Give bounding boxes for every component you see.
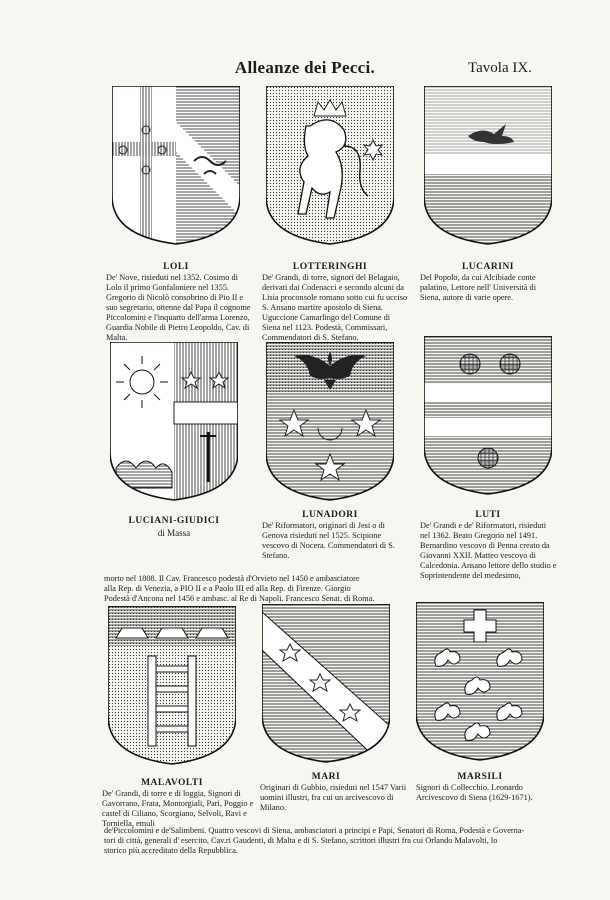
lucarini-description: Del Popolo, da cui Alcibiade conte palatino, Lettore nell' Università di Siena, autore di varie opere. [420,273,537,302]
loli-name: LOLI [163,262,189,272]
luciani-giudici-name: LUCIANI-GIUDICI [128,516,220,526]
luti-coat-of-arms [424,336,552,496]
malavolti-coat-of-arms [108,606,236,766]
malavolti-name: MALAVOLTI [141,778,203,788]
luciani-giudici-subtitle: di Massa [157,528,191,538]
marsili-name: MARSILI [457,772,503,782]
page-title: Alleanze dei Pecci. [234,58,376,77]
mari-coat-of-arms [262,604,390,764]
lotteringhi-name: LOTTERINGHI [292,262,368,272]
lunadori-name: LUNADORI [302,510,358,520]
marsili-coat-of-arms [416,602,544,762]
mari-description: Originari di Gubbio, risieduti nel 1547 Varii uomini illustri, fra cui un arcivescovo di Milano. [260,783,407,812]
lucarini-name: LUCARINI [461,262,515,272]
luti-continuation-line-1: morto nel 1808. Il Cav. Francesco podestà d'Orvieto nel 1450 e ambasciatore [104,574,360,583]
luti-continuation-line-2: alla Rep. di Venezia, a PIO II e a Paolo III ed alla Rep. di Firenze. Giorgio [104,584,351,593]
luti-name: LUTI [475,510,501,520]
luciani-giudici-coat-of-arms [110,342,238,502]
plate-number: Tavola IX. [468,60,532,76]
luti-description: De' Grandi e de' Riformatori, risieduti nel 1362. Beato Gregorio nel 1491. Bernardino vescovo di Penna creato da Giovanni XXII. Matteo vescovo di Calcedonia. Ansano lettore dello studio e Soprintendente del medesimo, [420,521,557,580]
lunadori-coat-of-arms [266,342,394,502]
malavolti-description: De' Grandi, di torre e di loggia, Signori di Gavorrano, Frata, Montorgiali, Pari, Poggio e castel di Ciliano, Scorgiano, Selvoli, Ravi e Torniella, emuli [102,789,254,828]
malavolti-continuation-line-3: storico più accreditato della Repubblica. [104,846,238,855]
lunadori-description: De' Riformatori, originari di Jesi o di Genova risieduti nel 1525. Scipione vescovo di Nocera. Commendatori di S. Stefano. [262,521,395,560]
luti-continuation-line-3: Podestà d'Ancona nel 1456 e ambasc. al Re di Napoli. Francesco Senat. di Roma. [104,594,375,603]
loli-description: De' Nove, risieduti nel 1352. Cosimo di Lolo il primo Gonfaloniere nel 1355. Gregorio di Nicolò consobrino di Pio II e suo segretario, ottenne dal Papa il cognome Piccolomini e l'inquarto dell'arma Lorenzo, Guardia Nobile di Pietro Leopoldo, Cav. di Malta. [106,273,251,342]
lucarini-coat-of-arms [424,86,552,246]
malavolti-continuation-line-2: tori di città, generali d' esercito, Cav.ri Gaudenti, di Malta e di S. Stefano, scrittori illustri fra cui Orlando Malavolti, lo [104,836,498,845]
marsili-description: Signori di Collecchio. Leonardo Arcivescovo di Siena (1629-1671). [416,783,533,802]
lotteringhi-coat-of-arms [266,86,394,246]
lotteringhi-description: De' Grandi, di torre, signori del Belagaio, derivati dai Codenacci e secondo alcuni da Lisia proconsole romano sotto cui fu ucciso S. Ansano martire apostolo di Siena. Uguccione Camarlingo del Comune di Siena nel 1123. Podestà, Commissari, Commendatori di S. Stefano. [262,273,408,342]
loli-coat-of-arms [112,86,240,246]
malavolti-continuation-line-1: de'Piccolomini e de'Salimbeni. Quattro vescovi di Siena, ambasciatori a principi e Papi, Senatori di Roma, Podestà e Governa- [104,826,525,835]
mari-name: MARI [311,772,341,782]
